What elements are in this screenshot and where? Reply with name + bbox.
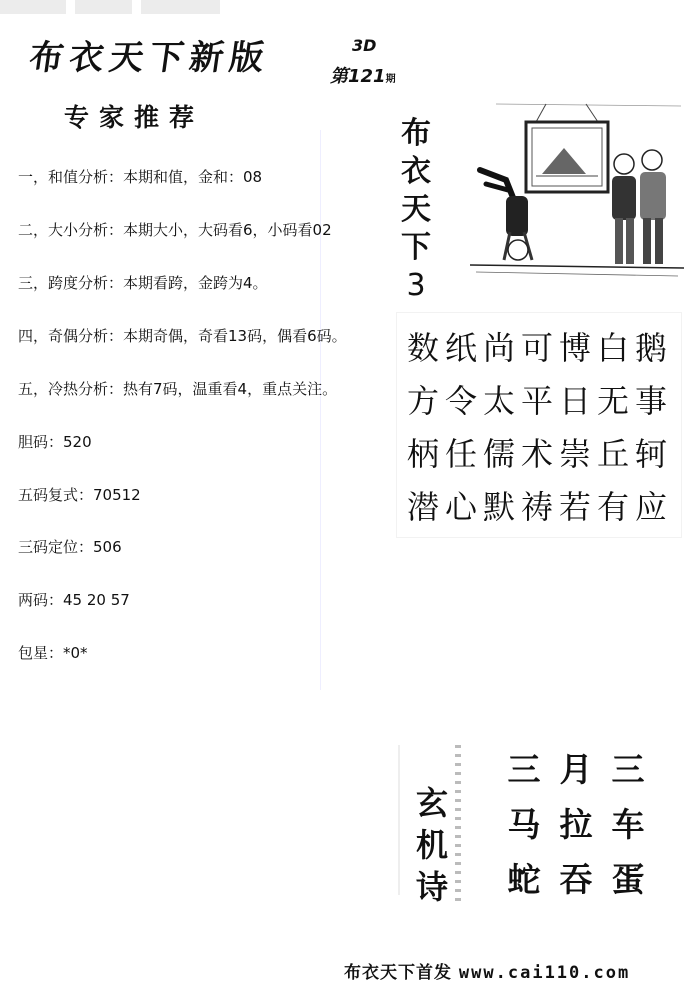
xuanji-char: 蛇 <box>507 860 541 899</box>
poem-char: 祷 <box>520 488 553 526</box>
xuanji-label <box>412 782 452 908</box>
poem-char: 博 <box>558 329 591 367</box>
footer-brand: 布衣天下首发 <box>344 963 452 983</box>
three-code-position-line <box>18 536 122 556</box>
poem-char: 无 <box>596 382 629 420</box>
poem-char: 柄 <box>406 435 439 473</box>
poem-char: 事 <box>634 382 667 420</box>
xuanji-char: 拉 <box>559 805 593 844</box>
xuanji-char: 月 <box>559 750 593 789</box>
cartoon-gallery-image <box>466 100 688 290</box>
poem-char: 纸 <box>444 329 477 367</box>
poem-char: 潜 <box>406 488 439 526</box>
poem-char: 任 <box>444 435 477 473</box>
three-code-position-text: 三码定位：506 <box>18 538 122 556</box>
footer-credit <box>344 958 630 983</box>
poem-char: 默 <box>482 488 515 526</box>
xuanji-poem-grid <box>498 742 654 907</box>
issue-suffix: 期 <box>385 74 396 85</box>
poem-char: 日 <box>558 382 591 420</box>
footer-url[interactable]: www.cai110.com <box>458 963 631 983</box>
xuanji-label-char: 玄 <box>415 784 448 822</box>
analysis-line-sum: 一，和值分析：本期和值，金和：08 <box>18 168 263 186</box>
poem-char: 术 <box>520 435 553 473</box>
poem-char: 方 <box>406 382 439 420</box>
issue-label: 第121 <box>330 66 386 87</box>
analysis-line-size: 二，大小分析：本期大小，大码看6，小码看02 <box>18 221 332 239</box>
analysis-line-hot-cold: 五，冷热分析：热有7码，温重看4，重点关注。 <box>18 380 338 398</box>
side-title-char: 衣 <box>401 154 431 189</box>
key-number-line: 胆码：520 <box>18 433 92 451</box>
five-code-line: 五码复式：70512 <box>18 486 141 504</box>
poem-char: 鹅 <box>634 329 667 367</box>
xuanji-char: 车 <box>611 805 645 844</box>
poem-char: 儒 <box>482 435 515 473</box>
poem-char: 应 <box>634 488 667 526</box>
poem-char: 可 <box>520 329 553 367</box>
xuanji-char: 马 <box>507 805 541 844</box>
xuanji-char: 三 <box>611 750 645 789</box>
side-title-char: 下 <box>401 230 431 265</box>
poem-char: 白 <box>596 329 629 367</box>
issue-number <box>330 62 396 88</box>
page-title: 布衣天下新版 <box>26 38 273 78</box>
include-star-line: 包星：*0* <box>18 644 88 662</box>
analysis-line-odd-even: 四，奇偶分析：本期奇偶，奇看13码，偶看6码。 <box>18 327 347 345</box>
xuanji-char: 蛋 <box>611 860 645 899</box>
side-title-char: 布 <box>401 116 431 151</box>
side-title <box>398 116 434 306</box>
analysis-line-span: 三，跨度分析：本期看跨，金跨为4。 <box>18 274 268 292</box>
poem-char: 心 <box>444 488 477 526</box>
poem-char: 平 <box>520 382 553 420</box>
side-title-char: 天 <box>401 192 431 227</box>
two-code-line: 两码：45 20 57 <box>18 591 130 609</box>
poem-char: 若 <box>558 488 591 526</box>
poem-grid <box>404 322 676 534</box>
side-title-number: 3 <box>406 268 426 303</box>
poem-char: 丘 <box>596 435 629 473</box>
poem-char: 尚 <box>482 329 515 367</box>
xuanji-divider <box>455 745 461 905</box>
poem-char: 令 <box>444 382 477 420</box>
poem-char: 太 <box>482 382 515 420</box>
xuanji-label-char: 诗 <box>415 868 448 906</box>
poem-char: 崇 <box>558 435 591 473</box>
xuanji-char: 三 <box>507 750 541 789</box>
xuanji-char: 吞 <box>559 860 593 899</box>
xuanji-label-char: 机 <box>415 826 448 864</box>
poem-char: 轲 <box>634 435 667 473</box>
lottery-type-tag: 3D <box>352 36 377 55</box>
xuanji-left-rule <box>398 745 400 895</box>
expert-subtitle: 专家推荐 <box>64 103 205 132</box>
faded-top-strip <box>0 0 220 14</box>
poem-char: 数 <box>406 329 439 367</box>
poem-char: 有 <box>596 488 629 526</box>
